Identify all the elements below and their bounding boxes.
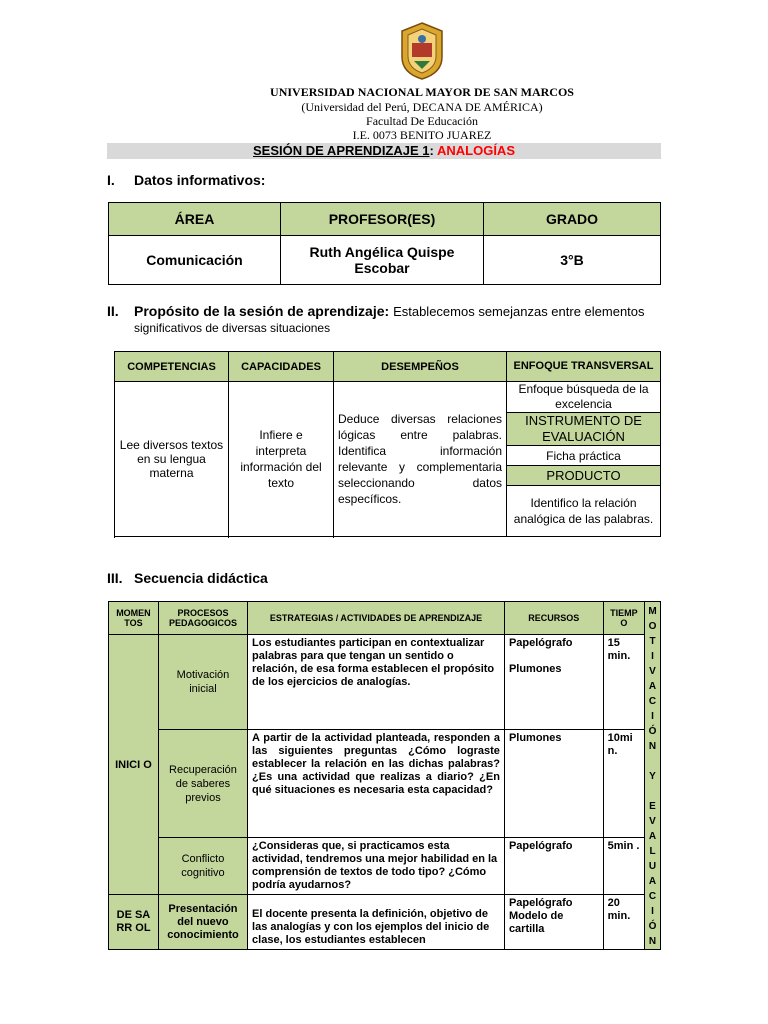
header-tiempo: TIEMP O <box>603 602 644 635</box>
header-profesor: PROFESOR(ES) <box>281 203 484 236</box>
resources-conflicto: Papelógrafo <box>504 838 603 895</box>
process-presentacion: Presentación del nuevo conocimiento <box>158 895 247 950</box>
university-subtitle: (Universidad del Perú, DECANA DE AMÉRICA) <box>301 100 543 114</box>
header-recursos: RECURSOS <box>504 602 603 635</box>
university-name: UNIVERSIDAD NACIONAL MAYOR DE SAN MARCOS <box>270 85 574 99</box>
instrumento-text: Ficha práctica <box>507 446 661 466</box>
header-competencias: COMPETENCIAS <box>115 352 229 382</box>
strategy-presentacion: El docente presenta la definición, objetivo de las analogías y con los ejemplos del inicio de clase, los estudiantes establecen <box>248 895 505 950</box>
value-area: Comunicación <box>109 236 281 285</box>
producto-text: Identifico la relación analógica de las palabras. <box>507 486 661 537</box>
producto-header: PRODUCTO <box>507 466 661 486</box>
enfoque-text: Enfoque búsqueda de la excelencia <box>507 382 661 413</box>
header-grado: GRADO <box>484 203 661 236</box>
section-2-number: II. <box>107 303 119 319</box>
strategy-conflicto: ¿Consideras que, si practicamos esta actividad, tendremos una mejor habilidad en la comprensión de textos de todo tipo? ¿Cómo podría ayudarnos? <box>248 838 505 895</box>
strategy-recuperacion: A partir de la actividad planteada, responden a las siguientes preguntas ¿Cómo lograste establecer la relación en las dichas palabras? ¿Es una actividad que realizas a diario? ¿En qué situaciones es necesaria esta capacidad? <box>248 730 505 838</box>
competencia-text: Lee diversos textos en su lengua materna <box>115 382 229 537</box>
university-seal-icon <box>398 21 446 81</box>
faculty-name: Facultad De Educación <box>366 114 478 128</box>
section-2-text-1: Establecemos semejanzas entre elementos <box>393 304 645 319</box>
session-separator: : <box>429 143 437 158</box>
time-motivacion: 15 min. <box>603 635 644 730</box>
header-momentos: MOMEN TOS <box>109 602 159 635</box>
process-conflicto: Conflicto cognitivo <box>158 838 247 895</box>
moment-inicio: INICI O <box>109 635 159 895</box>
section-1-heading <box>107 172 265 188</box>
resources-presentacion: Papelógrafo Modelo de cartilla <box>504 895 603 950</box>
resource-plumones: Plumones <box>508 663 562 675</box>
resource-papelografo: Papelógrafo <box>508 637 573 649</box>
header-desempenos: DESEMPEÑOS <box>334 352 507 382</box>
section-2-heading <box>107 303 667 319</box>
section-2-text-2: significativos de diversas situaciones <box>134 321 331 335</box>
side-label-motivacion-evaluacion <box>645 602 661 950</box>
time-presentacion: 20 min. <box>603 895 644 950</box>
session-topic: ANALOGÍAS <box>436 143 515 158</box>
value-profesor: Ruth Angélica Quispe Escobar <box>281 236 484 285</box>
value-grado: 3°B <box>484 236 661 285</box>
capacidad-text: Infiere e interpreta información del texto <box>229 382 334 537</box>
time-conflicto: 5min . <box>603 838 644 895</box>
header-procesos: PROCESOS PEDAGOGICOS <box>158 602 247 635</box>
strategy-motivacion: Los estudiantes participan en contextualizar palabras para que tengan un sentido o relación, de esa forma establecen el propósito de los ejercicios de analogías. <box>248 635 505 730</box>
desempeno-text: Deduce diversas relaciones lógicas entre palabras. Identifica información relevante y complementaria seleccionando datos específicos. <box>334 382 507 537</box>
resources-motivacion <box>504 635 603 730</box>
datos-table <box>108 202 661 285</box>
section-3-heading <box>107 570 268 586</box>
header-enfoque: ENFOQUE TRANSVERSAL <box>507 352 661 382</box>
session-label: SESIÓN DE APRENDIZAJE 1 <box>253 143 430 158</box>
header-estrategias: ESTRATEGIAS / ACTIVIDADES DE APRENDIZAJE <box>248 602 505 635</box>
process-motivacion: Motivación inicial <box>158 635 247 730</box>
header-area: ÁREA <box>109 203 281 236</box>
competencias-table <box>114 351 661 537</box>
section-2-title: Propósito de la sesión de aprendizaje: <box>134 303 390 319</box>
section-1-number: I. <box>107 172 115 188</box>
section-3-number: III. <box>107 570 123 586</box>
moment-desarrollo: DE SA RR OL <box>109 895 159 950</box>
secuencia-table <box>108 601 661 950</box>
resources-recuperacion: Plumones <box>504 730 603 838</box>
header-capacidades: CAPACIDADES <box>229 352 334 382</box>
session-title-bar <box>107 143 661 159</box>
time-recuperacion: 10mi n. <box>603 730 644 838</box>
side-label-text: M O T I V A C I Ó N Y E V A L U A C I Ó N <box>648 606 657 947</box>
process-recuperacion: Recuperación de saberes previos <box>158 730 247 838</box>
section-3-title: Secuencia didáctica <box>134 570 268 586</box>
instrumento-header: INSTRUMENTO DE EVALUACIÓN <box>507 413 661 446</box>
school-name: I.E. 0073 BENITO JUAREZ <box>352 128 492 142</box>
section-1-title: Datos informativos: <box>134 172 266 188</box>
